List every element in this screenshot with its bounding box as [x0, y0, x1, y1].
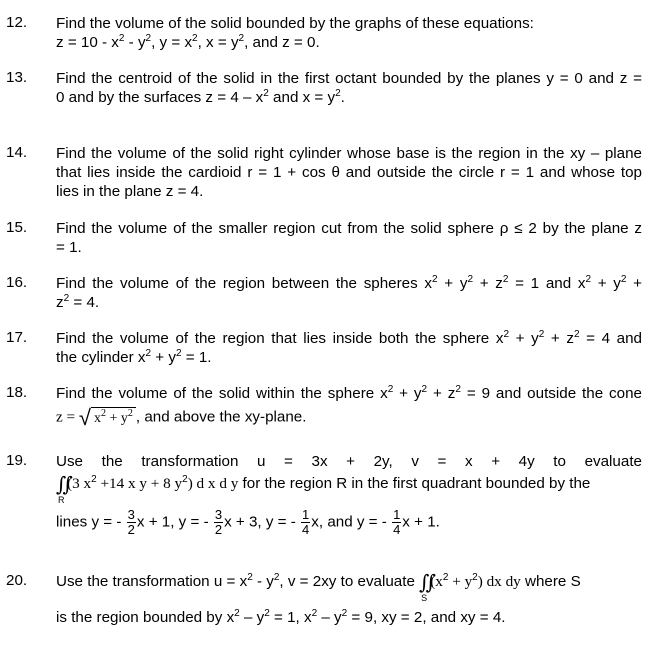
problem-text: Find the volume of the smaller region cut from the solid sphere ρ ≤ 2 by the plane z = 1.: [56, 220, 642, 256]
problem-number: 12.: [6, 14, 28, 31]
problem-number: 18.: [6, 384, 28, 401]
problem-text: Find the volume of the region that lies inside both the sphere $x^2 + y^2 + z^2 = 4$ and the cylinder $x^2 + y^2 = 1$.: [56, 329, 642, 366]
problem-number: 17.: [6, 329, 28, 346]
square-root: √ $x^2 + y^2$: [79, 407, 136, 428]
problem-number: 15.: [6, 219, 28, 236]
fraction: $\frac{3}{2}$: [214, 507, 223, 537]
problem-text: Find the volume of the solid right cylinder whose base is the region in the xy – plane that lies inside the cardioid r = 1 + cos θ and outside the circle r = 1 and whose top lies in the plane z = 4.: [56, 145, 642, 200]
fraction: $\frac{3}{2}$: [127, 507, 135, 537]
problem-number: 13.: [6, 69, 28, 86]
problem-text: Use the transformation u = 3x + 2y, v = x + 4y to evaluate ∬ R (3 $x^2 +14$ x y + 8 $y^2$) d x d y for the region R in the first quadrant bounded by the lines y = - $\frac{3}{2}$ x + 1, y = - $\frac{3}{2}$ x + 3, y = - $\frac{1}{4}$ x, and y = - $\frac{1}{4}$ x + 1.: [56, 453, 642, 537]
problem-text: Find the volume of the region between the spheres $x^2 + y^2 + z^2 = 1$ and $x^2 + y^2$ + $z^2 = 4$.: [56, 274, 643, 311]
problem-text: Find the volume of the solid within the sphere $x^2 + y^2 + z^2 = 9$ and outside the cone z = √ $x^2 + y^2$ , and above the xy-plane.: [56, 384, 642, 430]
fraction: $\frac{1}{4}$: [393, 507, 401, 537]
problem-number: 16.: [6, 274, 28, 291]
problem-text: Find the centroid of the solid in the first octant bounded by the planes y = 0 and z = 0 and by the surfaces $z = 4 - x^2$ and $x = y^2$.: [56, 70, 642, 106]
problem-number: 19.: [6, 452, 28, 469]
problem-number: 20.: [6, 572, 28, 589]
problem-text: Use the transformation $u = x^2 - y^2$, v = 2xy to evaluate ∬ S $(x^2 + y^2)$ dx dy where S is the region bounded by $x^2 - y^2 = 1$, $x^2 - y^2 = 9$, xy = 2, and xy = 4.: [56, 570, 581, 626]
double-integral-icon: ∬ S: [419, 570, 431, 603]
problem-text: Find the volume of the solid bounded by the graphs of these equations: $z = 10 - x^2 - y^2$, $y = x^2$, $x = y^2$, and z = 0.: [56, 15, 534, 51]
double-integral-icon: ∬ R: [56, 472, 68, 505]
problem-number: 14.: [6, 144, 28, 161]
fraction: $\frac{1}{4}$: [302, 507, 310, 537]
